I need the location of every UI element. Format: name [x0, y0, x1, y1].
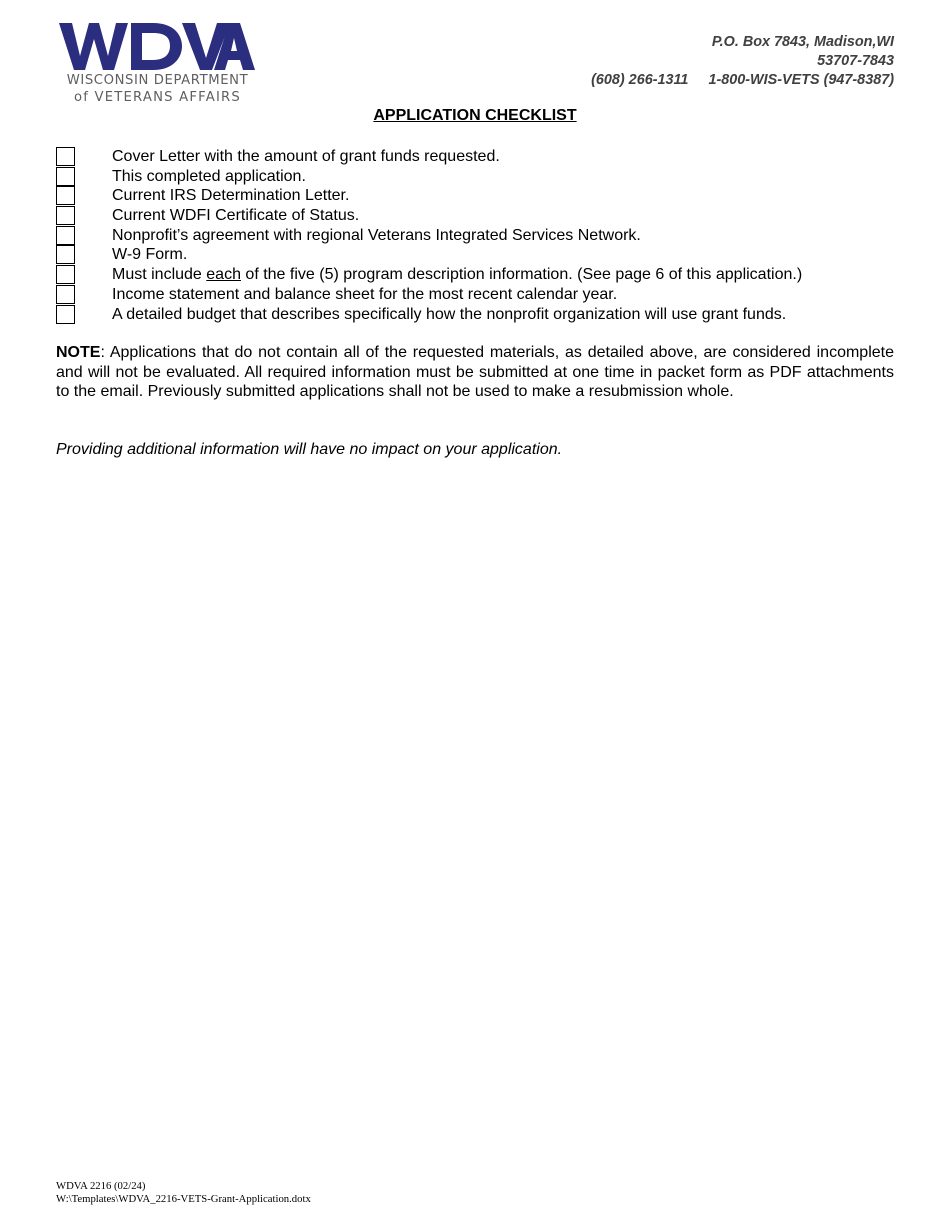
- checklist-checkbox[interactable]: [56, 265, 75, 284]
- checklist-item-label: A detailed budget that describes specifically how the nonprofit organization will use grant funds.: [112, 305, 787, 323]
- checklist-item-label: Current WDFI Certificate of Status.: [112, 207, 360, 225]
- checklist-item-label: Current IRS Determination Letter.: [112, 187, 350, 205]
- checklist-item: [56, 167, 896, 187]
- checklist-item: [56, 305, 896, 325]
- checklist-item: [56, 245, 896, 265]
- application-checklist: [56, 147, 896, 324]
- additional-info-statement: Providing additional information will have no impact on your application.: [56, 441, 563, 458]
- checklist-item: [56, 226, 896, 246]
- note-body: : Applications that do not contain all of the requested materials, as detailed above, are considered incomplete and will not be evaluated. All required information must be submitted at one time in packet form as PDF attachments to the email. Previously submitted applications shall not be used to make a resubmission whole.: [56, 344, 894, 401]
- page-footer: [56, 1180, 311, 1206]
- phone-line: [591, 71, 894, 90]
- checklist-item-label: Nonprofit’s agreement with regional Veterans Integrated Services Network.: [112, 226, 641, 244]
- checklist-item: [56, 265, 896, 285]
- checklist-text-before: Must include: [112, 266, 207, 284]
- checklist-checkbox[interactable]: [56, 147, 75, 166]
- checklist-item: [56, 186, 896, 206]
- checklist-text-underlined: each: [206, 266, 241, 284]
- checklist-item-label: [112, 265, 802, 285]
- toll-free-number: 1-800-WIS-VETS (947-8387): [708, 72, 894, 88]
- address-line-2: 53707-7843: [817, 53, 894, 69]
- checklist-item: [56, 206, 896, 226]
- phone-number: (608) 266-1311: [591, 72, 689, 88]
- checklist-item-label: W-9 Form.: [112, 246, 188, 264]
- note-paragraph: [56, 343, 894, 402]
- checklist-item: [56, 147, 896, 167]
- note-label: NOTE: [56, 344, 101, 361]
- address-line-1: P.O. Box 7843, Madison,WI: [711, 34, 894, 50]
- checklist-text-after: of the five (5) program description information. (See page 6 of this application.): [240, 266, 803, 284]
- wdva-logo-mark: [55, 18, 255, 74]
- template-path: W:\Templates\WDVA_2216-VETS-Grant-Application.dotx: [56, 1193, 311, 1205]
- checklist-item-label: Income statement and balance sheet for the most recent calendar year.: [112, 285, 618, 303]
- wdva-logo: [55, 18, 260, 108]
- checklist-item-label: This completed application.: [112, 167, 306, 185]
- checklist-checkbox[interactable]: [56, 186, 75, 205]
- checklist-checkbox[interactable]: [56, 285, 75, 304]
- checklist-checkbox[interactable]: [56, 226, 75, 245]
- page-title: APPLICATION CHECKLIST: [373, 107, 577, 124]
- contact-address: [591, 33, 894, 90]
- checklist-checkbox[interactable]: [56, 167, 75, 186]
- checklist-item: [56, 285, 896, 305]
- logo-line-veterans: of VETERANS AFFAIRS: [74, 90, 241, 105]
- checklist-checkbox[interactable]: [56, 206, 75, 225]
- logo-line-department: WISCONSIN DEPARTMENT: [66, 73, 249, 88]
- checklist-checkbox[interactable]: [56, 305, 75, 324]
- checklist-checkbox[interactable]: [56, 245, 75, 264]
- form-number: WDVA 2216 (02/24): [56, 1180, 146, 1192]
- checklist-item-label: Cover Letter with the amount of grant funds requested.: [112, 148, 500, 165]
